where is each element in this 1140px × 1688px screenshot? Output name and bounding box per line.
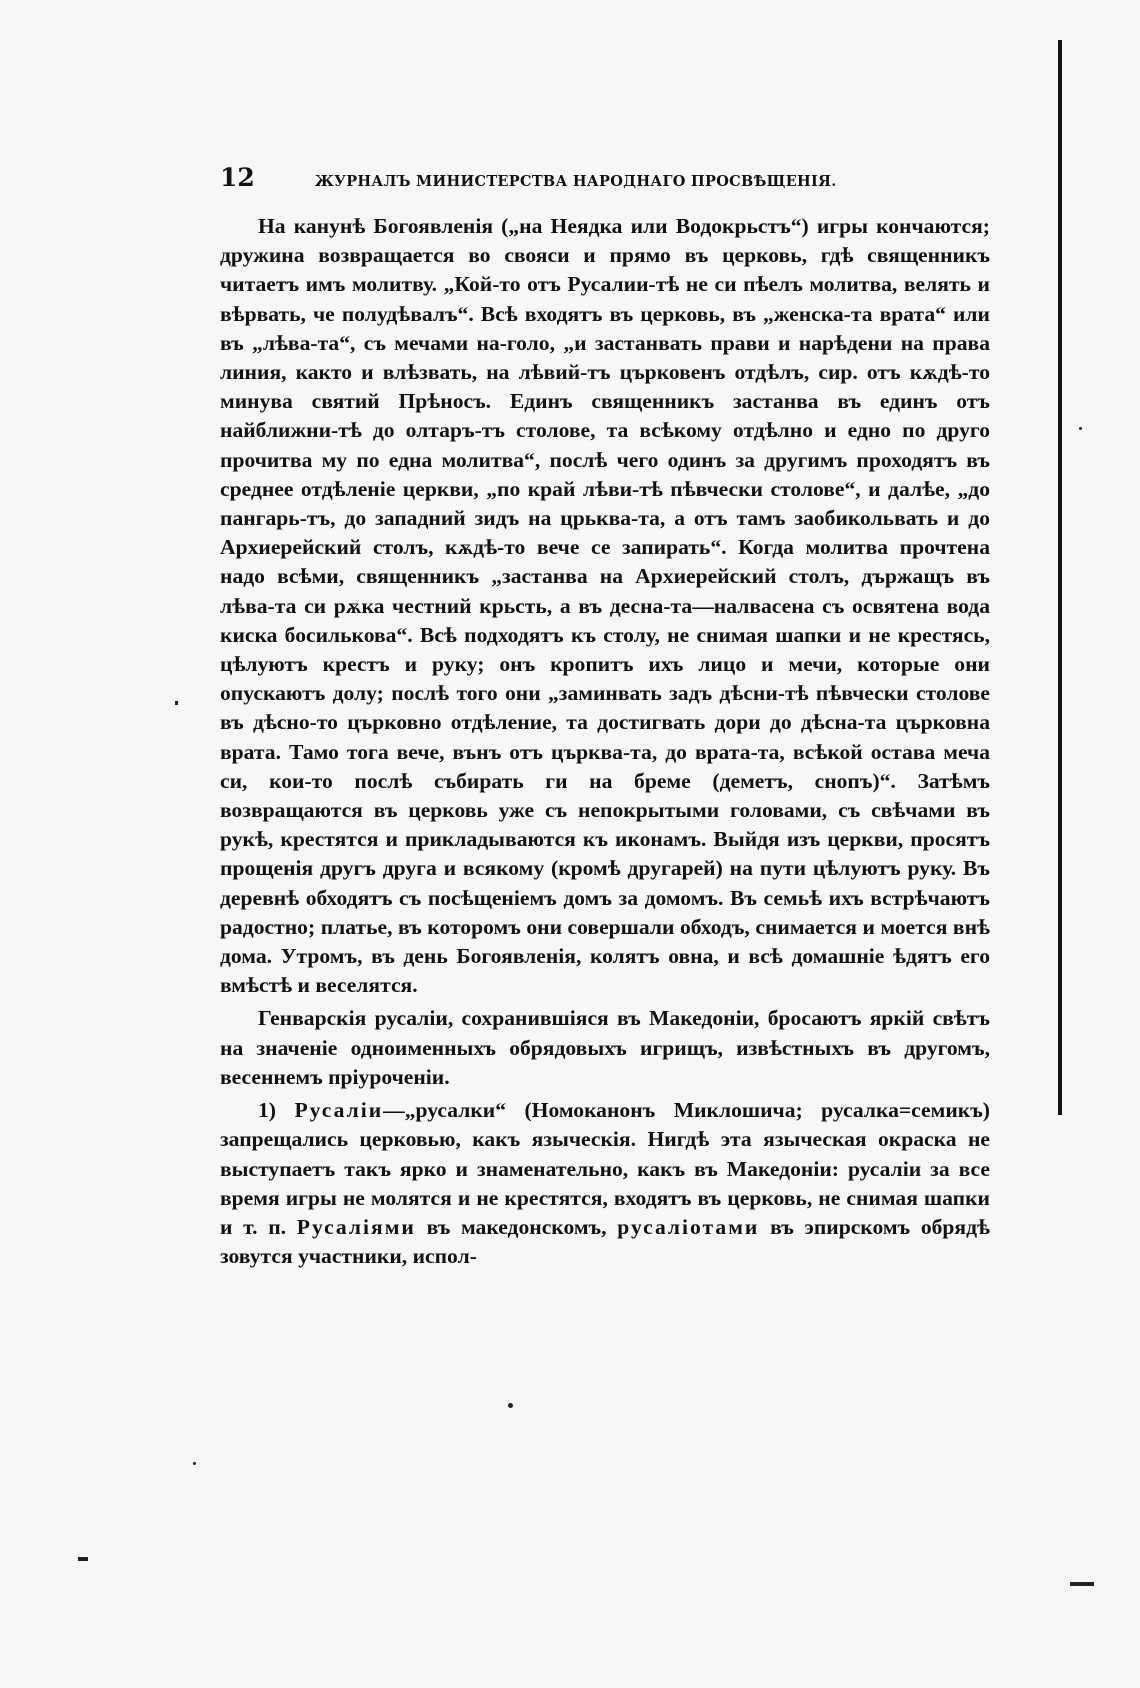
body-text [220, 212, 990, 1271]
term-rusalii: Русаліи [294, 1098, 384, 1123]
scan-speck [1079, 427, 1082, 430]
paragraph-2: Генварскія русаліи, сохранившіяся въ Македоніи, бросаютъ яркій свѣтъ на значеніе одноименныхъ обрядовыхъ игрищъ, извѣстныхъ въ другомъ, весеннемъ пріуроченіи. [220, 1006, 990, 1089]
page-number: 12 [220, 163, 255, 192]
term-rusaliyami: Русаліями [296, 1214, 416, 1239]
scan-speck [175, 701, 178, 705]
para3-part1: 1) [258, 1098, 295, 1123]
scan-speck [508, 1403, 513, 1408]
para3-part3: въ македонскомъ, [415, 1214, 618, 1239]
page-header [220, 163, 1002, 192]
para3-part2: —„русалки“ (Номоканонъ Миклошича; русалка=семикъ) запрещались церковью, какъ языческія. Нигдѣ эта языческая окраска не выступаетъ такъ ярко и знаменательно, какъ въ Македоніи: русаліи за все время игры не молятся и не крестятся, входятъ въ церковь, не снимая шапки и т. п. [220, 1098, 990, 1239]
scan-speck [1070, 1582, 1094, 1586]
running-title: ЖУРНАЛЪ МИНИСТЕРСТВА НАРОДНАГО ПРОСВѢЩЕНІЯ. [314, 173, 837, 190]
para3-part4: въ эпирскомъ обрядѣ зовутся участники, испол- [220, 1214, 990, 1269]
paragraph-1: На канунѣ Богоявленія („на Неядка или Водокрьстъ“) игры кончаются; дружина возвращается во свояси и прямо въ церковь, гдѣ священникъ читаетъ имъ молитву. „Кой-то отъ Русалии-тѣ не си пѣелъ молитва, велять и вѣрвать, че полудѣвалъ“. Всѣ входятъ въ церковь, въ „женска-та врата“ или въ „лѣва-та“, съ мечами на-голо, „и застанвать прави и нарѣдени на права линия, както и влѣзвать, на лѣвий-тъ църковенъ отдѣлъ, сир. отъ кѫдѣ-то минува святий Прѣносъ. Единъ священникъ застанва въ единъ отъ найближни-тѣ до олтаръ-тъ столове, та всѣкому отдѣлно и едно по друго прочитва му по една молитва“, послѣ чего одинъ за другимъ проходятъ въ среднее отдѣленіе церкви, „по край лѣви-тѣ пѣвчески столове“, и далѣе, „до пангарь-тъ, до западний зидъ на црьква-та, а отъ тамъ заобикольвать и до Архиерейский столъ, кѫдѣ-то вече се запирать“. Когда молитва прочтена надо всѣми, священникъ „застанва на Архиерейский столъ, държащъ въ лѣва-та си рѫка честний крьсть, а въ десна-та—налвасена съ освятена вода киска босильковa“. Всѣ подходятъ къ столу, не снимая шапки и не крестясь, цѣлуютъ крестъ и руку; онъ кропитъ ихъ лицо и мечи, которые они опускаютъ долу; послѣ того они „заминвать задъ дѣсни-тѣ пѣвчески столове въ дѣсно-то църковно отдѣление, та достигвать дори до дѣсна-та църковна врата. Тамо тога вече, вънъ отъ църква-та, до врата-та, всѣкой остава меча си, кои-то послѣ събирать ги на бреме (деметъ, снопъ)“. Затѣмъ возвращаются въ церковь уже съ непокрытыми головами, съ свѣчами въ рукѣ, крестятся и прикладываются къ иконамъ. Выйдя изъ церкви, просятъ прощенія другъ друга и всякому (кромѣ другарей) на пути цѣлуютъ руку. Въ деревнѣ обходятъ съ посѣщеніемъ домъ за домомъ. Въ семьѣ ихъ встрѣчаютъ радостно; платье, въ которомъ они совершали обходъ, снимается и моется внѣ дома. Утромъ, въ день Богоявленія, колятъ овна, и всѣ домашніе ѣдятъ его вмѣстѣ и веселятся. [220, 214, 990, 998]
page-edge-rule [1058, 40, 1062, 1115]
paragraph-3 [220, 1096, 990, 1271]
term-rusaliotami: русаліотами [617, 1214, 760, 1239]
scan-speck [78, 1557, 88, 1561]
scan-speck [193, 1462, 196, 1465]
